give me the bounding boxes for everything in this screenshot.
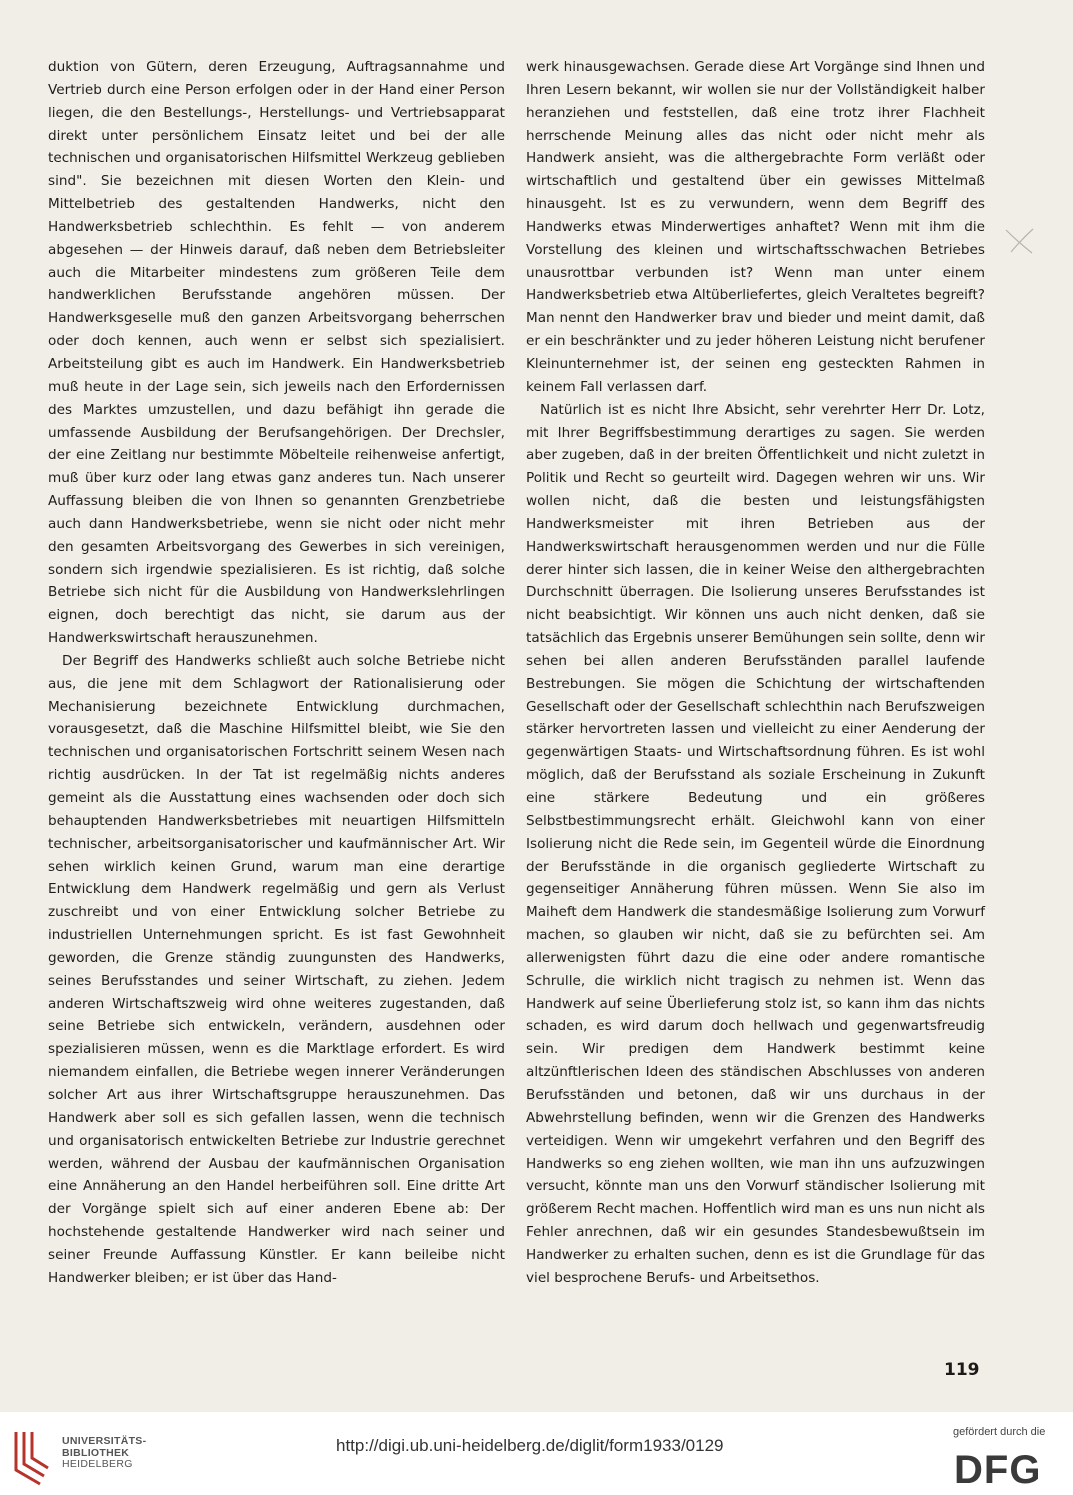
body-paragraph: werk hinausgewachsen. Gerade diese Art Vorgänge sind Ihnen und Ihren Lesern bekannt, wir wollen sie nur der Vollständigkeit halber heranziehen und feststellen, daß eine trotz ihrer Flachheit herrschende Meinung alles das nicht oder nicht mehr als Handwerk ansieht, was die althergebrachte Form verläßt oder wirtschaftlich und gestaltend über ein gewisses Mittelmaß hinausgeht. Ist es zu verwundern, wenn dem Begriff des Handwerks etwas Minderwertiges anhaftet? Wenn mit ihm die Vorstellung des kleinen und wirtschaftsschwachen Betriebes unausrottbar verbunden ist? Wenn man unter einem Handwerksbetrieb etwa Altüberliefertes, gleich Veraltetes begreift? Man nennt den Handwerker brav und bieder und meint damit, daß er ein beschränkter und zu jeder höheren Leistung nicht berufener Kleinunternehmer ist, der seinen eng gesteckten Rahmen in keinem Fall verlassen darf. — [526, 59, 985, 395]
library-name-line: HEIDELBERG — [62, 1458, 133, 1470]
body-paragraph: Natürlich ist es nicht Ihre Absicht, sehr verehrter Herr Dr. Lotz, mit Ihrer Begriffsbestimmung derartiges zu sagen. Sie werden aber zugeben, daß in der breiten Öffentlichkeit und nicht zuletzt in Politik und Recht so geurteilt wird. Dagegen wehren wir uns. Wir wollen nicht, daß die besten und leistungsfähigsten Handwerksmeister mit ihren Betrieben aus der Handwerkswirtschaft herausgenommen werden und nur die Fülle derer hinter sich lassen, die in keiner Weise den althergebrachten Durchschnitt überragen. Die Isolierung unseres Berufsstandes ist nicht beabsichtigt. Wir können uns auch nicht denken, daß sie tatsächlich das Ergebnis unserer Bemühungen sein sollte, denn wir sehen bei allen anderen Berufsständen parallel laufende Bestrebungen. Sie mögen die Schichtung der wirtschaftenden Gesellschaft oder der Gesellschaft schlechthin nach Berufszweigen stärker hervortreten lassen und vielleicht zu einer Aenderung der gegenwärtigen Staats- und Wirtschaftsordnung führen. Es ist wohl möglich, daß der Berufsstand als soziale Erscheinung in Zukunft eine stärkere Bedeutung und ein größeres Selbstbestimmungsrecht erhält. Gleichwohl kann von einer Isolierung nicht die Rede sein, im Gegenteil würde die Einordnung der Berufsstände in die organisch gegliederte Wirtschaft zu gegenseitiger Annäherung führen müssen. Wenn Sie also im Maiheft dem Handwerk die standesmäßige Isolierung zum Vorwurf machen, so glauben wir nicht, daß sie zu befürchten sei. Am allerwenigsten führt dazu die eine oder andere romantische Schrulle, die wirklich nicht tragisch zu nehmen ist. Wenn das Handwerk auf seine Überlieferung stolz ist, so kann ihm das nichts schaden, es wird darum doch hellwach und gegenwartsfreudig sein. Wir predigen dem Handwerk bestimmt keine altzünftlerischen Ideen des ständischen Abschlusses von anderen Berufsständen und betonen, daß wir uns durchaus in der Abwehrstellung befinden, wenn wir die Grenzen des Handwerks verteidigen. Wenn wir umgekehrt verfahren und den Begriff des Handwerks so eng ziehen wollten, wie man ihn uns aufzuzwingen versucht, könnte man uns den Vorwurf ständischer Isolierung mit größerem Recht machen. Hoffentlich wird man es uns nun nicht als Fehler anrechnen, daß wir ein gesundes Standesbewußtsein im Handwerker zu erhalten suchen, denn es ist die Grundlage für das viel besprochene Berufs- und Arbeitsethos. — [526, 401, 985, 1286]
dfg-logo: DFG — [954, 1448, 1042, 1492]
left-text-column — [48, 56, 505, 1290]
page-number: 119 — [944, 1360, 980, 1380]
funding-note: gefördert durch die — [953, 1426, 1046, 1438]
library-name-line: BIBLIOTHEK — [62, 1446, 130, 1459]
pencil-x-mark-icon — [1002, 226, 1038, 256]
body-paragraph: Der Begriff des Handwerks schließt auch solche Betriebe nicht aus, die jene mit dem Schlagwort der Rationalisierung oder Mechanisierung bezeichnete Entwicklung durchmachen, vorausgesetzt, daß die Maschine Hilfsmittel bleibt, wie Sie den technischen und organisatorischen Fortschritt seinem Wesen nach richtig ausdrücken. In der Tat ist regelmäßig nichts anderes gemeint als die Ausstattung eines wachsenden oder doch sich behauptenden Handwerksbetriebes mit neuartigen Hilfsmitteln technischer, arbeitsorganisatorischer und kaufmännischer Art. Wir sehen wirklich keinen Grund, warum man eine derartige Entwicklung dem Handwerk regelmäßig und gern als Verlust zuschreibt und von einer Entwicklung solcher Betriebe zu industriellen Unternehmungen spricht. Es ist fast Gewohnheit geworden, die Grenze ständig zuungunsten des Handwerks, seines Berufsstandes und seiner Wirtschaft, zu ziehen. Jedem anderen Wirtschaftszweig wird ohne weiteres zugestanden, daß seine Betriebe sich entwickeln, verändern, ausdehnen oder spezialisieren müssen, wenn es die Marktlage erfordert. Es wird niemandem einfallen, die Betriebe wegen innerer Veränderungen solcher Art aus ihrer Wirtschaftsgruppe herauszunehmen. Das Handwerk aber soll es sich gefallen lassen, wenn die technisch und organisatorisch entwickelten Betriebe zur Industrie gerechnet werden, während der Ausbau der kaufmännischen Organisation eine Annäherung an den Handel herbeiführen soll. Eine dritte Art der Vorgänge spielt sich auf einer anderen Ebene ab: Der hochstehende gestaltende Handwerker wird nach seiner und seiner Freunde Auffassung Künstler. Er kann beileibe nicht Handwerker bleiben; er ist über das Hand- — [48, 652, 505, 1286]
body-paragraph: duktion von Gütern, deren Erzeugung, Auftragsannahme und Vertrieb durch eine Person erfolgen oder in der Hand einer Person liegen, die den Bestellungs-, Herstellungs- und Vertriebsapparat direkt unter persönlichem Einsatz leitet und bei der alle technischen und organisatorischen Hilfsmittel Werkzeug geblieben sind". Sie bezeichnen mit diesen Worten den Klein- und Mittelbetrieb des gestaltenden Handwerks, nicht den Handwerksbetrieb schlechthin. Es fehlt — von anderem abgesehen — der Hinweis darauf, daß neben dem Betriebsleiter auch die Mitarbeiter mindestens zum größeren Teile dem handwerklichen Berufsstande angehören müssen. Der Handwerksgeselle muß den ganzen Arbeitsvorgang beherrschen oder doch kennen, auch wenn er selbst sich spezialisiert. Arbeitsteilung gibt es auch im Handwerk. Ein Handwerksbetrieb muß heute in der Lage sein, sich jeweils nach den Erfordernissen des Marktes umzustellen, und dazu befähigt ihn gerade die umfassende Ausbildung der Berufsangehörigen. Der Drechsler, der eine Zeitlang nur bestimmte Möbelteile reihenweise anfertigt, muß über kurz oder lang etwas ganz anderes tun. Nach unserer Auffassung bleiben die von Ihnen so genannten Grenzbetriebe auch dann Handwerksbetriebe, wenn sie nicht oder nicht mehr den gesamten Arbeitsvorgang des Gewerbes in sich vereinigen, sondern sich irgendwie spezialisieren. Es ist richtig, daß solche Betriebe sich nicht für die Ausbildung von Handwerkslehrlingen eignen, doch berechtigt das nicht, sie darum aus der Handwerkswirtschaft herauszunehmen. — [48, 59, 505, 647]
library-name — [62, 1436, 146, 1471]
right-text-column — [526, 56, 985, 1290]
footer-bar — [0, 1412, 1073, 1495]
library-name-line: UNIVERSITÄTS- — [62, 1435, 147, 1447]
permalink-url[interactable]: http://digi.ub.uni-heidelberg.de/diglit/form1933/0129 — [336, 1436, 724, 1455]
university-library-logo-icon — [10, 1430, 54, 1486]
